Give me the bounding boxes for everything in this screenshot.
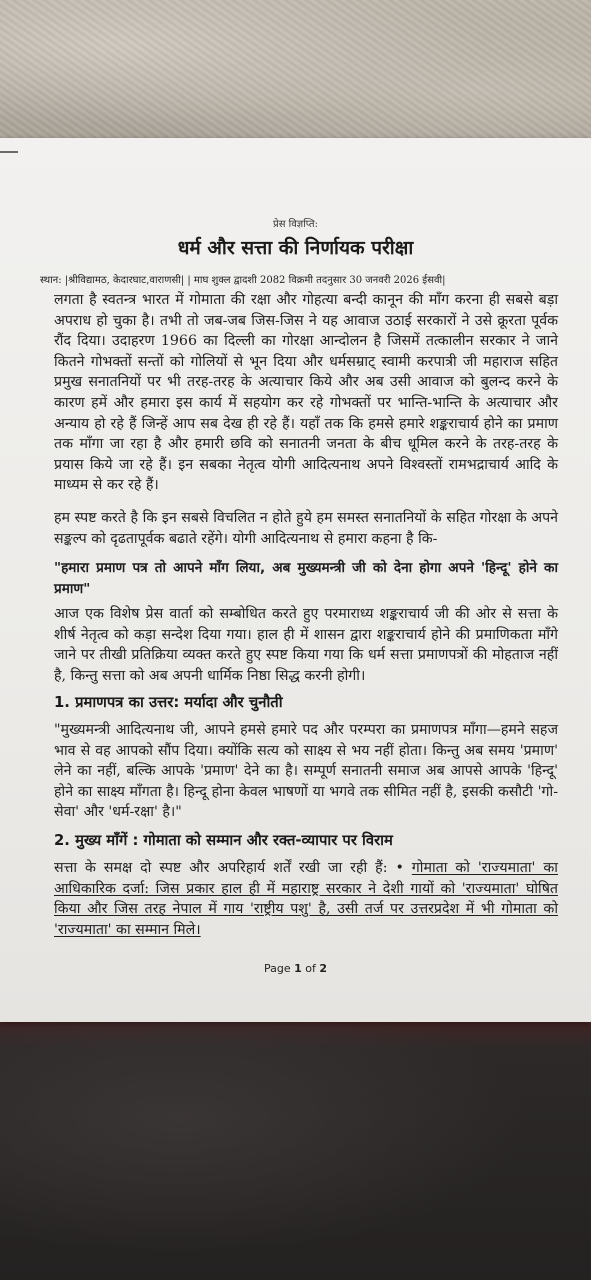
paragraph-demands (54, 858, 558, 940)
page-total: 2 (319, 962, 328, 975)
background-floor (0, 1010, 591, 1280)
demand-rajyamata: गोमाता को 'राज्यमाता' का आधिकारिक दर्जा: जिस प्रकार हाल ही में महाराष्ट्र सरकार ने देशी गायों को 'राज्यमाता' घोषित किया और जिस तरह नेपाल में गाय 'राष्ट्रीय पशु' है, उसी तर्ज पर उत्तरप्रदेश में भी गोमाता को 'राज्यमाता' का सम्मान मिले। (54, 860, 558, 938)
background-fabric (0, 0, 591, 150)
paragraph-intro: लगता है स्वतन्त्र भारत में गोमाता की रक्षा और गोहत्या बन्दी कानून की माँग करना ही सबसे बड़ा अपराध हो चुका है। तभी तो जब-जब जिस-जिस ने यह आवाज उठाई सरकारों ने उसे क्रूरता पूर्वक रौंद दिया। उदाहरण 1966 का दिल्ली का गोरक्षा आन्दोलन है जिसमें तत्कालीन सरकार ने जाने कितने गोभक्तों सन्तों को गोलियों से भून दिया और धर्मसम्राट् स्वामी करपात्री जी महाराज सहित प्रमुख सनातनियों पर भी तरह-तरह के अत्याचार किये और अब उसी आवाज को बुलन्द करने के कारण हमें और हमारा इस कार्य में सहयोग कर रहे गोभक्तों पर भान्ति-भान्ति के अत्याचार और अन्याय हो रहे हैं जिन्हें आप सब देख ही रहे हैं। यहाँ तक कि हमसे हमारे शङ्कराचार्य होने का प्रमाण तक माँगा जा रहा है और हमारी छवि को सनातनी जनता के बीच धूमिल करने के तरह-तरह के प्रयास किये जा रहे हैं। इन सबका नेतृत्व योगी आदित्यनाथ अपने विश्वस्तों रामभद्राचार्य आदि के माध्यम से कर रहे हैं। (54, 292, 558, 494)
document-title: धर्म और सत्ता की निर्णायक परीक्षा (177, 237, 414, 259)
demands-intro: सत्ता के समक्ष दो स्पष्ट और अपरिहार्य शर्तें रखी जा रही हैं: • (54, 860, 412, 876)
place-date-line: स्थान: |श्रीविद्यामठ, केदारघाट,वाराणसी| | माघ शुक्ल द्वादशी 2082 विक्रमी तदनुसार 30 जनवरी 2026 ईसवी| (40, 275, 446, 286)
page-indicator (0, 962, 591, 975)
section-heading-2: 2. मुख्य माँगें : गोमाता को सम्मान और रक्त-व्यापार पर विराम (54, 832, 393, 849)
paper-edge-mark (0, 151, 18, 153)
paragraph-certificate-reply: "मुख्यमन्त्री आदित्यनाथ जी, आपने हमसे हमारे पद और परम्परा का प्रमाणपत्र माँगा—हमने सहज भाव से वह आपको सौंप दिया। क्योंकि सत्य को साक्ष्य से भय नहीं होता। किन्तु अब समय 'प्रमाण' लेने का नहीं, बल्कि आपके 'प्रमाण' देने का है। सम्पूर्ण सनातनी समाज अब आपसे आपके 'हिन्दू' होने का साक्ष्य माँगता है। हिन्दू होना केवल भाषणों या भगवे तक सीमित नहीं है, इसकी कसौटी 'गो-सेवा' और 'धर्म-रक्षा' है।" (54, 722, 558, 821)
quote-headline: "हमारा प्रमाण पत्र तो आपने माँग लिया, अब मुख्यमन्त्री जी को देना होगा अपने 'हिन्दू' होने का प्रमाण" (54, 560, 558, 597)
paragraph-resolve: हम स्पष्ट करते है कि इन सबसे विचलित न होते हुये हम समस्त सनातनियों के सहित गोरक्षा के अपने सङ्कल्प को दृढतापूर्वक बढाते रहेंगे। योगी आदित्यनाथ से हमारा कहना है कि- (54, 510, 558, 547)
page-current: 1 (294, 962, 302, 975)
section-heading-1: 1. प्रमाणपत्र का उत्तर: मर्यादा और चुनौती (54, 694, 283, 711)
document-label: प्रेस विज्ञप्ति: (273, 219, 318, 230)
press-release-page (0, 138, 591, 1022)
paragraph-press-conference: आज एक विशेष प्रेस वार्ता को सम्बोधित करते हुए परमाराध्य शङ्कराचार्य जी की ओर से सत्ता के शीर्ष नेतृत्व को कड़ा सन्देश दिया गया। हाल ही में शासन द्वारा शङ्कराचार्य होने की प्रमाणिकता माँगे जाने पर तीखी प्रतिक्रिया व्यक्त करते हुए स्पष्ट किया गया कि धर्म सत्ता प्रमाणपत्रों की मोहताज नहीं है, किन्तु सत्ता को अब अपनी धार्मिक निष्ठा सिद्ध करनी होगी। (54, 606, 558, 684)
page-of: of (301, 962, 320, 975)
page-prefix: Page (263, 962, 295, 975)
